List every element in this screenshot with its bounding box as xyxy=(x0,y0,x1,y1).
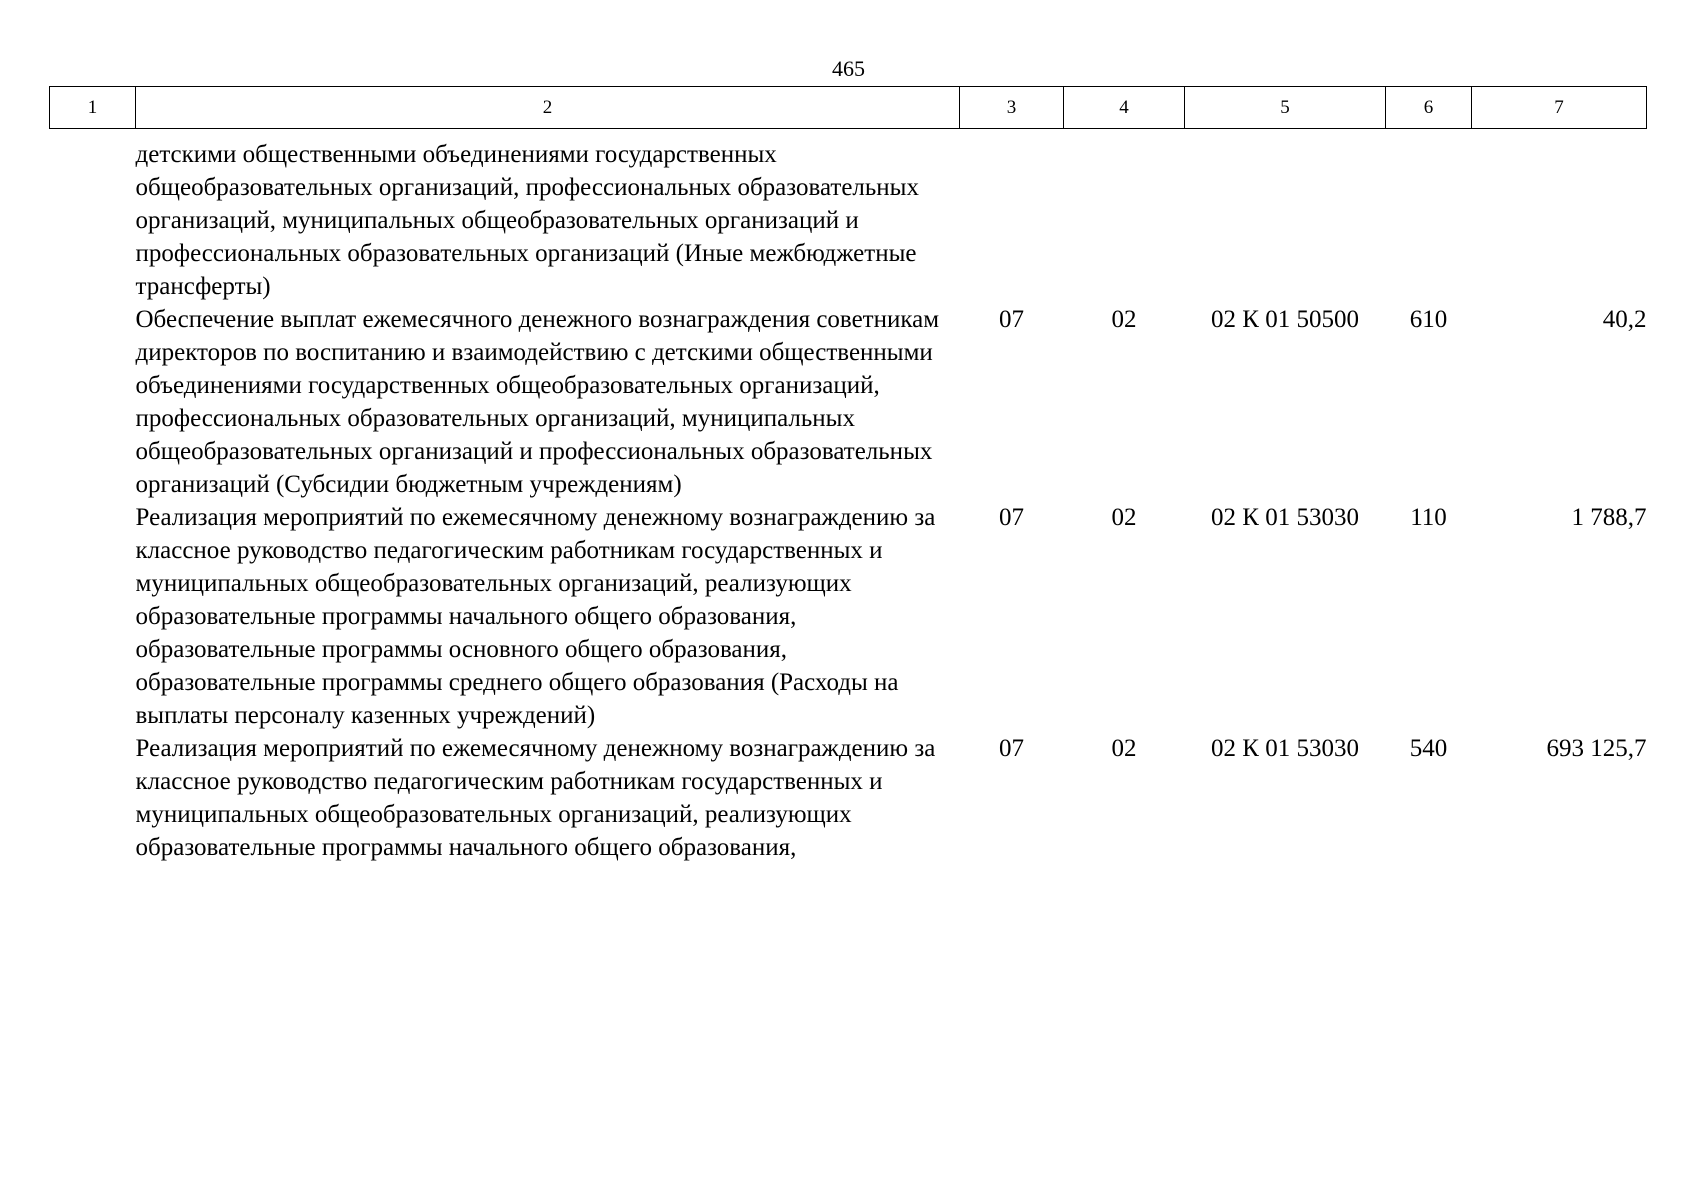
header-col-3: 3 xyxy=(960,87,1064,129)
row-col-1 xyxy=(50,303,136,501)
table-row xyxy=(50,303,1647,501)
page-number: 465 xyxy=(832,56,865,81)
table-row xyxy=(50,501,1647,732)
row-amount xyxy=(1472,129,1647,304)
row-col-1 xyxy=(50,129,136,304)
row-target-code: 02 К 01 53030 xyxy=(1211,735,1359,762)
row-col-1 xyxy=(50,732,136,864)
header-col-6: 6 xyxy=(1386,87,1472,129)
budget-table xyxy=(49,86,1647,864)
row-col-1 xyxy=(50,501,136,732)
row-subsection: 02 xyxy=(1111,306,1137,333)
row-amount: 1 788,7 xyxy=(1571,504,1647,531)
row-target-code xyxy=(1185,129,1386,304)
row-description: детскими общественными объединениями государственных общеобразовательных организаций, профессиональных образовательных организаций, муниципальных общеобразовательных организаций и профессиональных образовательных организаций (Иные межбюджетные трансферты) xyxy=(135,141,919,300)
row-expense-type xyxy=(1386,129,1472,304)
row-description: Реализация мероприятий по ежемесячному денежному вознаграждению за классное руководство педагогическим работникам государственных и муниципальных общеобразовательных организаций, реализующих образовательные программы начального общего образования, образовательные программы основного общего образования, образовательные программы среднего общего образования (Расходы на выплаты персоналу казенных учреждений) xyxy=(135,504,936,729)
row-subsection: 02 xyxy=(1111,504,1137,531)
row-target-code: 02 К 01 50500 xyxy=(1211,306,1359,333)
row-description: Обеспечение выплат ежемесячного денежного вознаграждения советникам директоров по воспитанию и взаимодействию с детскими общественными объединениями государственных общеобразовательных организаций, профессиональных образовательных организаций, муниципальных общеобразовательных организаций и профессиональных образовательных организаций (Субсидии бюджетным учреждениям) xyxy=(135,306,940,498)
row-target-code: 02 К 01 53030 xyxy=(1211,504,1359,531)
row-section xyxy=(960,129,1064,304)
header-col-5: 5 xyxy=(1185,87,1386,129)
table-body xyxy=(50,129,1647,865)
row-section: 07 xyxy=(999,504,1024,531)
table-row xyxy=(50,732,1647,864)
row-expense-type: 540 xyxy=(1409,735,1448,762)
row-subsection xyxy=(1064,129,1185,304)
row-section: 07 xyxy=(999,306,1024,333)
row-subsection: 02 xyxy=(1111,735,1137,762)
header-col-7: 7 xyxy=(1472,87,1647,129)
header-col-4: 4 xyxy=(1064,87,1185,129)
header-row xyxy=(50,87,1647,129)
row-expense-type: 110 xyxy=(1410,504,1447,531)
row-section: 07 xyxy=(999,735,1024,762)
row-amount: 693 125,7 xyxy=(1546,735,1647,762)
row-description: Реализация мероприятий по ежемесячному денежному вознаграждению за классное руководство педагогическим работникам государственных и муниципальных общеобразовательных организаций, реализующих образовательные программы начального общего образования, xyxy=(135,735,936,861)
table-header xyxy=(50,87,1647,129)
header-col-2: 2 xyxy=(136,87,960,129)
row-expense-type: 610 xyxy=(1409,306,1448,333)
header-col-1: 1 xyxy=(50,87,136,129)
table-row xyxy=(50,129,1647,304)
row-amount: 40,2 xyxy=(1602,306,1647,333)
